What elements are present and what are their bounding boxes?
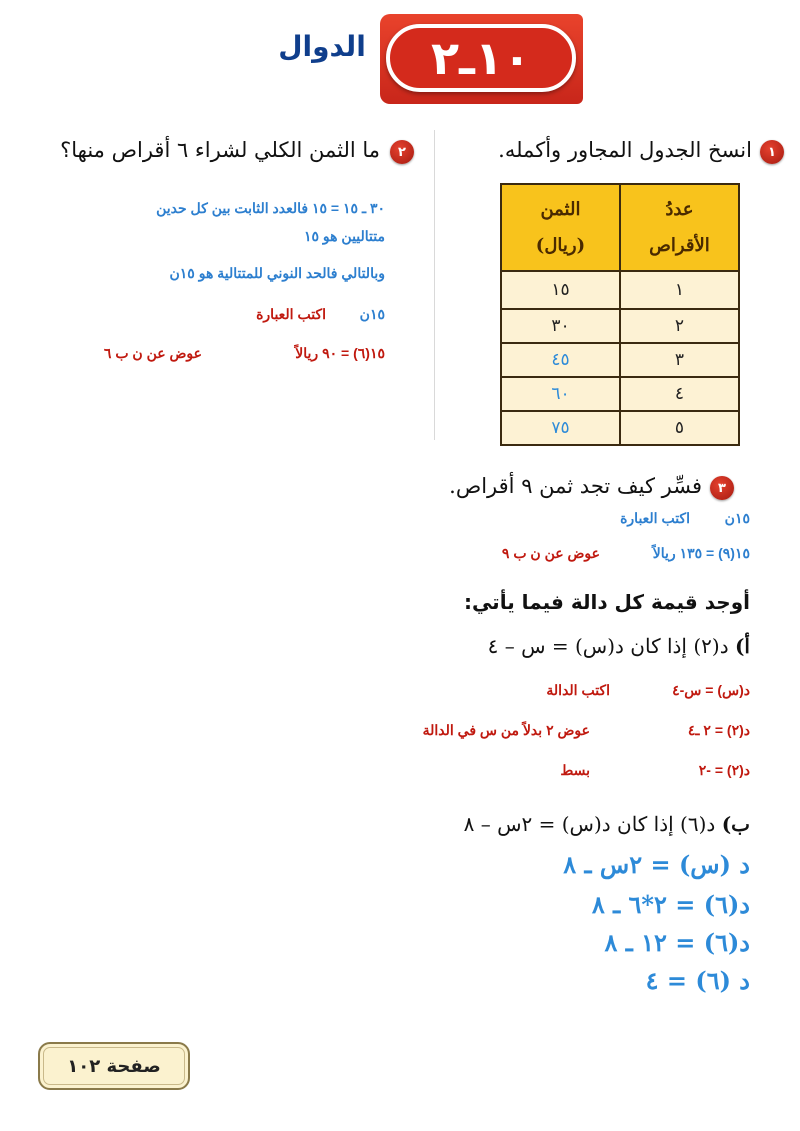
page-number-box <box>38 1042 190 1090</box>
price-table <box>500 183 740 446</box>
q2-answer-line3: وبالتالي فالحد النوني للمتتالية هو ١٥ن <box>169 265 385 281</box>
q2-answer-line4-expr: ١٥ن <box>359 306 385 322</box>
part-a-step1-expr: د(س) = س-٤ <box>672 682 750 698</box>
table-cell-count: ٣ <box>620 343 739 377</box>
part-b-label: ب) <box>721 812 750 836</box>
table-cell-price: ٣٠ <box>501 309 620 343</box>
question-3-badge <box>710 476 734 500</box>
table-row <box>501 271 739 309</box>
table-row <box>501 411 739 445</box>
q3-answer-line1-note: اكتب العبارة <box>620 510 690 526</box>
table-row <box>501 309 739 343</box>
part-a-step2-note: عوض ٢ بدلاً من س في الدالة <box>422 722 590 738</box>
price-header-line2: (ريال) <box>535 234 586 256</box>
part-b-line4: د (٦) = ٤ <box>645 966 750 995</box>
question-2-number: ٢ <box>398 144 406 160</box>
q2-answer-line4-note: اكتب العبارة <box>256 306 326 322</box>
count-header-line2: الأقراص <box>649 234 710 256</box>
table-cell-count: ٥ <box>620 411 739 445</box>
table-row <box>501 343 739 377</box>
lesson-number: ١٠ـ٢ <box>431 31 531 85</box>
part-a-text: د(٢) إذا كان د(س) = س – ٤ <box>487 634 729 658</box>
part-b-question <box>464 812 750 836</box>
q3-answer-line2-note: عوض عن ن ب ٩ <box>501 545 600 561</box>
table-header-price <box>501 184 620 271</box>
question-3-text: فسِّر كيف تجد ثمن ٩ أقراص. <box>449 474 702 498</box>
table-cell-price-answer: ٤٥ <box>501 343 620 377</box>
part-a-label: أ) <box>734 634 750 658</box>
table-cell-price-answer: ٦٠ <box>501 377 620 411</box>
q2-answer-line5-expr: ١٥(٦) = ٩٠ ريالاً <box>295 345 385 361</box>
lesson-number-badge <box>386 24 576 92</box>
part-b-line1: د (س) = ٢س ـ ٨ <box>563 850 750 879</box>
question-3-number: ٣ <box>718 480 726 496</box>
section-heading: أوجد قيمة كل دالة فيما يأتي: <box>463 590 750 614</box>
q2-answer-line5-note: عوض عن ن ب ٦ <box>103 345 202 361</box>
part-b-line3: د(٦) = ١٢ ـ ٨ <box>604 928 750 957</box>
lesson-title: الدوال <box>278 30 366 63</box>
table-row <box>501 377 739 411</box>
part-b-line2: د(٦) = ٢*٦ ـ ٨ <box>591 890 750 919</box>
table-cell-count: ٤ <box>620 377 739 411</box>
table-cell-count: ١ <box>620 271 739 309</box>
table-header-count <box>620 184 739 271</box>
column-divider <box>434 130 435 440</box>
q3-answer-line2-expr: ١٥(٩) = ١٣٥ ريالاً <box>652 545 750 561</box>
q3-answer-line1-expr: ١٥ن <box>724 510 750 526</box>
part-a-step2-expr: د(٢) = ٢ ـ٤ <box>687 722 750 738</box>
part-a-question <box>488 634 750 658</box>
table-cell-price-answer: ٧٥ <box>501 411 620 445</box>
part-a-step3-note: بسط <box>560 762 590 778</box>
part-a-step3-expr: د(٢) = -٢ <box>698 762 750 778</box>
table-cell-price: ١٥ <box>501 271 620 309</box>
question-1-text: انسخ الجدول المجاور وأكمله. <box>498 138 752 162</box>
price-header-line1: الثمن <box>540 198 581 220</box>
page-number-label: صفحة ١٠٢ <box>67 1055 161 1077</box>
q2-answer-line2: متتاليين هو ١٥ <box>303 228 385 244</box>
part-a-step1-note: اكتب الدالة <box>546 682 610 698</box>
q2-answer-line1: ٣٠ ـ ١٥ = ١٥ فالعدد الثابت بين كل حدين <box>156 200 385 216</box>
table-cell-count: ٢ <box>620 309 739 343</box>
question-1-number: ١ <box>768 144 776 160</box>
count-header-line1: عددُ <box>665 198 694 220</box>
table-header-row <box>501 184 739 271</box>
question-1-badge <box>760 140 784 164</box>
question-2-text: ما الثمن الكلي لشراء ٦ أقراص منها؟ <box>60 138 380 162</box>
part-b-text: د(٦) إذا كان د(س) = ٢س – ٨ <box>463 812 716 836</box>
question-2-badge <box>390 140 414 164</box>
